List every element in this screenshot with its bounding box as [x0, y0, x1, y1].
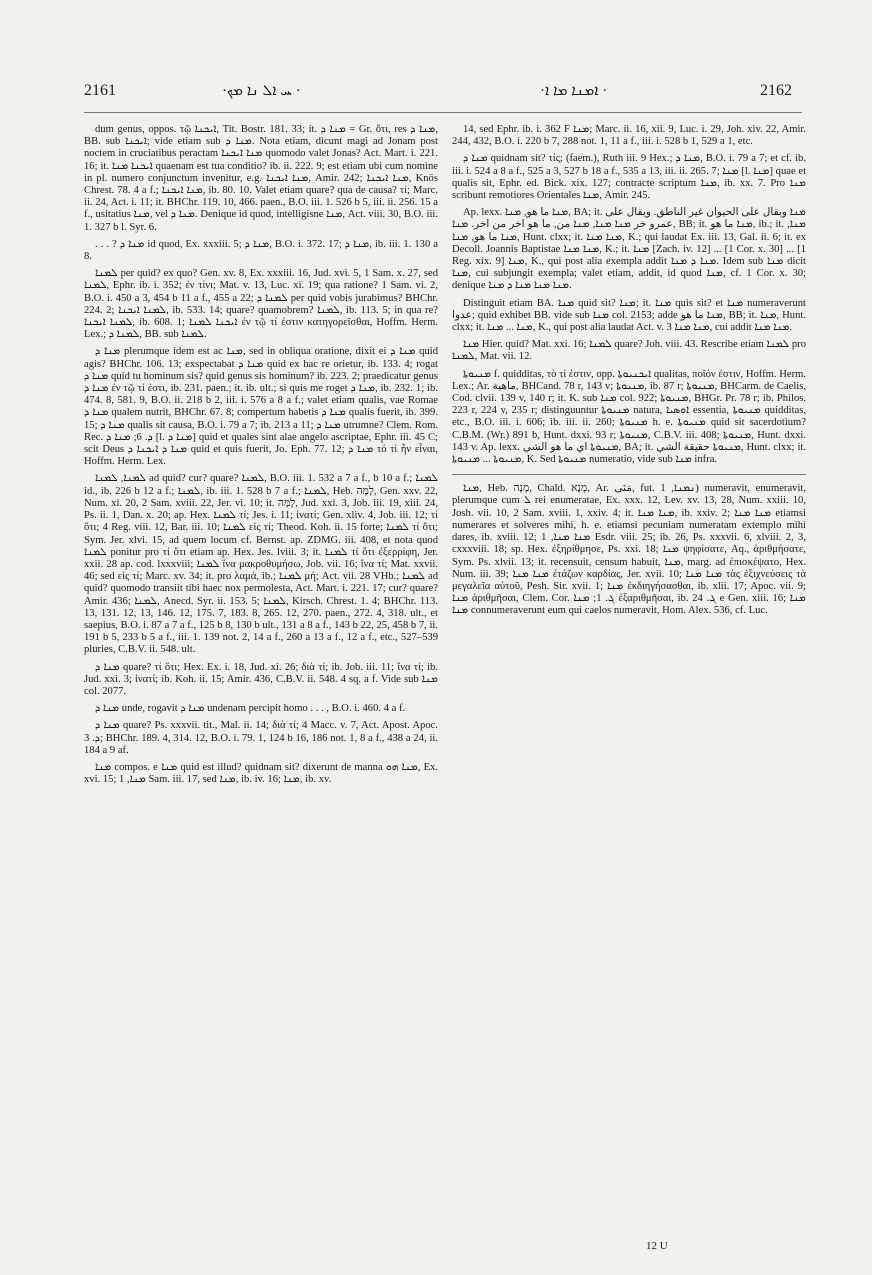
entry-paragraph: ܠܡܢܐ per quid? ex quo? Gen. xv. 8, Ex. xxxiii. 16, Jud. xvi. 5, 1 Sam. x. 27, sed ܠܡܢܐ, Ephr. ib. i. 352; ἐν τίνι; Mat. v. 13, Luc. xi. 19; qua ratione? 1 Sam. vi. 2, B.O. i. 450 a 3, 454 b 11 a f., 455 a 22; ܠܡܢܐ ܕ per quid vobis jurabimus? BHChr. 224. 2; ܠܡܢܐ ܐܝܟܢܐ, ib. 533. 14; quare? quamobrem? ܠܡܢܐ, ib. 113. 5; in qua re? ܠܡܢܐ ܐܝܟܢܐ, ib. 608. 1; ܐܝܟܢܐ ܠܡܢܐ ἐν τῷ τί ἐστιν κατηγορεῖσθαι, Hoffm. Herm. Lex.; ܠܡܢܐ ܕ, BB. sub ܠܡܢܐ.: [84, 268, 438, 341]
entry-paragraph: ܡܢܐ ܕ unde, rogavit ܡܢܐ ܕ undenam percipit homo . . . , B.O. i. 460. 4 a f.: [95, 703, 406, 715]
entry-paragraph: ܠܡܢܐ, ܠܡܢܐ ad quid? cur? quare? ܠܡܢܐ, B.O. iii. 1. 532 a 7 a f., b 10 a f.; ܠܡܢܐ id., ib. 226 b 12 a f.; ܠܡܢܐ, ib. iii. 1. 528 b 7 a f.; ܠܡܢܐ, Heb. לָמָּה, Gen. xxv. 22, Num. xi. 20, 2 Sam. xviii. 22, Jer. vi. 10; it. לָמָּה, Jud. xxi. 3, Job. iii. 19, xiii. 24, Ps. ii. 1, Dan. x. 20; ap. Hex. ܠܡܢܐ τί; Jes. i. 11; ἱνατί; Gen. xliv. 4, Job. iii. 12; τί ὅτι; 4 Reg. viii. 12, Bar. iii. 10; ܠܡܢܐ εἰς τί; Theod. Koh. ii. 15 forte; ܠܡܢܐ τί ὅτι; Sym. Jer. xlvi. 15, ad quem locum cf. Bernst. ap. ZDMG. iii. 408, et nota quod ܠܡܢܐ ponitur pro τί ὅτι etiam ap. Hex. Jes. lviii. 3; it. ܠܡܢܐ τί ὅτι ἐξερρίφη, Jer. xxii. 28 ap. cod. lxxxviii; ܠܡܢܐ ἵνα μακροθυμήσω, Job. vii. 16; ἵνα τί; Mat. xxvii. 46; sed εἰς τί; Marc. xv. 34; it. pro λαμά, ib.; ܠܡܢܐ μή; Act. vii. 28 VHb.; ܠܡܢܐ ad quid? quomodo transiit tibi haec nox permolesta, Act. Mart. i. 221. 17; cur? quare? Amir. 436; ܠܡܢܐ, Anecd. Syr. ii. 153. 5; ܠܡܢܐ, Kirsch. Chrest. 1. 4; BHChr. 113. 13, 131. 12, 13, 146. 12, 175. 7, 183. 8, 265. 12, 270. paen., 272. 4, 318. ult., et saepius, B.O. i. 87 a 7 a f., 125 b 8, 130 b ult., 131 a 8 a f., 143 b 22, 25, 458 b 7, ii. 191 b 5, 233 b 5 a f., iii. 1. 139 not. 2, 14 a f., 260 a 13 a f., 12 a f., etc., 527–539 pluries, C.B.V. ii. 548. ult.: [84, 473, 438, 656]
left-running-title: ·ܚ ܐܠ ܢܐ ܡܟ ·: [222, 83, 301, 99]
entry-paragraph: Distinguit etiam BA. ܡܢܐ quid sit? ܡܢܐ; it. ܡܢܐ quis sit? et ܡܢܐ numeraverunt عدوا; quid exhibet BB. vide sub ܡܢܐ col. 2153; adde ܡܢܐ ما هو, BB; it. ܡܢܐ, Hunt. clxx; it. ܡܢܐ ... ܡܢܐ, K., qui post alia laudat Act. v. 3 ܡܢܐ ܡܢܐ, cui addit ܡܢܐ ܡܢܐ.: [452, 297, 806, 334]
entry-separator-rule: [452, 474, 806, 475]
entry-paragraph: ܡܢܐ, Heb. מָנָה, Chald. מְנָא, Ar. مَنَى, fut. ܢܡܢܐ, 1) numeravit, enumeravit, plerumque cum ܠ rei enumeratae, Ex. xxx. 12, Lev. xv. 13, 28, Num. xxiii. 10, Josh. vii. 10, 2 Sam. xviii. 1, xxiv. 4; it. ܡܢܐ ܡܢܐ, ib. xxiv. 2; ܡܢܐ ܡܢܐ etiamsi numerares et solveres mihi, h. e. etiamsi pecuniam numeratam extemplo mihi dares, ib. xviii. 12; ܡܢܐ ܡܢܐ, 1 Esdr. viii. 25; ib. 26, Ps. xxxvii. 6, xlviii. 2, 3, cxxxviii. 18; sp. Hex. ἐξηρίθμησε, Ps. xxi. 18; ܡܢܐ ψηφίσατε, Aq., ἀριθμήσατε, Sym. Ps. xlvii. 13; it. recensuit, censum habuit, ܡܢܐ, marg. ad ἐπισκέψατο, Hex. Num. iii. 39; ܡܢܐ ܡܢܐ ἐτάζων καρδίας, Jer. xvii. 10; ܡܢܐ ܡܢܐ τὰς ἐξιχνεύσεις τὰ μεγαλεῖα αὐτοῦ, Pesh. Sir. xvii. 1; ܡܢܐ ἐκδιηγήσασθαι, ib. xlii. 17; Apoc. vii. 9; ܡܢܐ ἀριθμῆσαι, Clem. Cor. ܓ. 1; ܡܢܐ ἐξαριθμῆσαι, ib. ܓ. 24 e Gen. xiii. 16; ܡܢܐ ܡܢܐ connumeraverunt eum qui caelos numeravit, Hom. Alex. 536, cf. Luc.: [452, 483, 806, 617]
right-column: [452, 124, 806, 1234]
entry-paragraph: Ap. lexx. ܡܢܐ ما هو, ܡܢܐ, BA; it. ܡܢܐ وبقال على الحيوان غير الناطق. ويقال على عمرو خر ܡܢܐ ܡܢܐ, ܡܢܐ من, ما هو اخر من اخر. ܡܢܐ, BB; it. ܡܢܐ ما هو, ib.; it. ܡܢܐ, ܡܢܐ ما هو, ܡܢܐ, Hunt. clxx; it. ܡܢܐ ܡܢܐ, K.; qui laudat Ex. iii. 13, Gal. ii. 6; it. ex Decoll. Joannis Baptistae ܡܢܐ ܡܢܐ, K.; it. ܡܢܐ [Zach. iv. 12] ... [1 Cor. x. 30] ... [1 Reg. xix. 9] ܡܢܐ, K., qui post alia exempla addit ܡܢܐ ܕ ܡܢܐ. Idem sub ܡܢܐ dicit ܡܢܐ, cui subjungit exempla; valet etiam, addit, id quod ܡܢܐ, cf. 1 Cor. x. 30; denique ܡܢܐ ܡܢܐ ܡܢܐ ܕ ܡܢܐ.: [452, 207, 806, 292]
entry-paragraph: . . . ? ܡܢܐ ܕ id quod, Ex. xxxiii. 5; ܡܢܐ ܕ, B.O. i. 372. 17; ܡܢܐ ܕ, ib. iii. 1. 130 a 8.: [84, 238, 438, 263]
entry-paragraph: ܡܢܐ ܕ quidnam sit? τίς; (faem.), Ruth iii. 9 Hex.; ܡܢܐ ܕ, B.O. i. 79 a 7; et cf. ib. iii. i. 524 a 8 a f., 525 a 3, 527 b 18 a f., 535 a 13, iii. ii. 265. 7; ܡܢܐ [l. ܡܢܐ] quae et qualis sit, Ephr. ed. Bick. xix. 127; contracte scriptum ܡܢܐ, ib. xx. 7. Pro ܡܢܐ scribunt remotiores Orientales ܡܢܐ, Amir. 245.: [452, 153, 806, 202]
header-rule: [84, 112, 802, 113]
entry-paragraph: ܡܢܐ ܕ quare? Ps. xxxvii. tit., Mal. ii. 14; διὰ τί; 4 Macc. v. 7, Act. Apost. Apoc. ܕ. 3; BHChr. 189. 4, 314. 12, B.O. i. 79. 1, 124 b 16, 186 not. 1, 8 a f., 438 a 24, ii. 184 a 9 af.: [84, 720, 438, 756]
signature-mark: 12 U: [646, 1240, 668, 1252]
entry-paragraph: ܡܢܐ Hier. quid? Mat. xxi. 16; ܠܡܢܐ quare? Joh. viii. 43. Rescribe etiam ܠܡܢܐ pro ܠܡܢܐ, Mat. vii. 12.: [452, 339, 806, 363]
entry-paragraph: ܡܢܝܘܬܐ f. quidditas, τὸ τί ἐστιν, opp. ܐܝܟܢܝܘܬܐ qualitas, ποῖόν ἐστιν, Hoffm. Herm. Lex.; Ar. ماهية, BHCand. 78 r, 143 v; ܡܢܝܘܬܐ, ib. 87 r; ܡܢܝܘܬܐ, BHCarm. de Caelis, Cod. clvii. 139 v, 140 r; it. K. sub ܡܢܐ col. 922; ܡܢܝܘܬܐ, BHGr. Pr. 78 r; ib. Philos. 223 r, 224 v, 235 r; distinguuntur ܡܢܝܘܬܐ natura, ܐܘܣܝܐ essentia, ܡܢܝܘܬܐ quidditas, etc., B.O. iii. i. 606; ib. iii. ii. 260; ܡܢܝܘܬܐ h. e. ܡܢܝܘܬܐ quid sit sacerdotium? C.B.M. (Wr.) 891 b, Hunt. dxxi. 93 r; ܡܢܝܘܬܐ, C.B.V. iii. 408; ܡܢܝܘܬܐ, Hunt. dxxi. 143 v. Ap. lexx. ܡܢܝܘܬܐ اي ما هو الشي, BA; it. ܡܢܝܘܬܐ حقيقة الشي, Hunt. clxx; it. ܡܢܝܘܬܐ ... ܡܢܝܘܬܐ, K. Sed ܡܢܝܘܬܐ numeratio, vide sub ܡܢܐ infra.: [452, 368, 806, 466]
entry-paragraph: ܡܢܐ compos. e ܡܢܐ quid est illud? quidnam sit? dixerunt de manna ܡܢܐ ܗܘ, Ex. xvi. 15; ܡܢܐ, 1 Sam. iii. 17, sed ܡܢܐ, ib. iv. 16; ܡܢܐ, ib. xv.: [84, 761, 438, 786]
left-column: [84, 124, 438, 1214]
entry-paragraph: ܡܢܐ ܕ plerumque idem est ac ܡܢܐ, sed in obliqua oratione, dixit ei ܡܢܐ ܕ quid agis? BHChr. 106. 13; exspectabat ܡܢܐ ܕ quid ex hac re orietur, ib. 133. 4; rogat ܡܢܐ ܕ quid tu hominum sis? quid genus sis hominum? ib. 223. 2; praedicatur genus ܡܢܐ ܕ ἐν τῷ τί ἐστι, ib. 231. paen.; it. ib. ult.; si quis me roget ܡܢܐ ܕ, ib. 232. 1; ib. 474. 8, 581. 9, B.O. ii. 218 b 2, iii. i. 576 a 8 a f.; valet etiam qualis, vae Romae ܡܢܐ ܕ qualem nutrit, BHChr. 67. 8; compertum habetis ܡܢܐ ܕ qualis fuerit, ib. 399. 15; ܡܢܐ ܕ qualis sit causa, B.O. i. 79 a 7; ib. 213 a 11; ܡܢܐ ܕ utrumne? Clem. Rom. Rec. ܕ. 6; ܡܢܐ ܕ [l. ܡܢܐ ܕ] quid et quales sint alae angelo ascriptae, Ephr. iii. 45 C; scit Deus ܡܢܐ ܕ ܐܝܟܢܐ ܕ quid et quis fuerit, Jo. Eph. 77. 12; ܡܢܐ ܕ τό τί ἦν εἶναι, Hoffm. Herm. Lex.: [84, 346, 438, 468]
entry-paragraph: dum genus, oppos. τῷ ܐܝܟܢܐ, Tit. Bostr. 181. 33; it. ܡܢܐ ܕ = Gr. ὅτι, res ܡܢܐ ܕ, BB. sub ܐܝܟܢܐ; vide etiam sub ܡܢܐ ܕ. Nota etiam, dicunt magi ad Jonam post noctem in cruciatibus peractam ܡܢܐ ܐܝܟܢܐ quomodo valet Jonas? Act. Mart. i. 221. 16; it. ܐܝܟܢܐ ܡܢܐ quaenam est tua conditio? ib. ii. 222. 9; est etiam ubi cum nomine in pl. numero conjunctum invenitur, e.g. ܡܢܐ ܐܝܟܢܐ, Amir. 242; ܡܢܐ ܐܝܟܢܐ, Knös Chrest. 78. 4 a f.; ܡܢܐ ܐܝܟܢܐ, ib. 80. 10. Valet etiam quare? qua de causa? τί; Marc. ii. 24, Act. i. 11; it. BHChr. 119. 10, 466. paen., B.O. iii. 1. 526 b 5, iii. ii. 256. 15 a f., usitatius ܡܢܐ, vel ܡܢܐ ܕ. Denique id quod, intelligisne ܡܢܐ, Act. viii. 30, B.O. iii. 1. 327 b l. Syr. 6.: [84, 124, 438, 233]
right-running-title: ·ܐܡܢܐ ܡܐ ܐ ·: [540, 83, 608, 99]
entry-paragraph: ܡܢܐ ܕ quare? τί ὅτι; Hex. Ex. i. 18, Jud. xi. 26; διὰ τί; ib. Job. iii. 11; ἵνα τί; ib. Jud. xxi. 3; ἱνατί; ib. Koh. ii. 15; Amir. 436, C.B.V. ii. 548. 4 sq. a f. Vide sub ܡܢܐ col. 2077.: [84, 661, 438, 697]
entry-paragraph: 14, sed Ephr. ib. i. 362 F ܡܢܐ; Marc. ii. 16, xii. 9, Luc. i. 29, Joh. xiv. 22, Amir. 244, 432, B.O. i. 220 b 7, 288 not. 1, 11 a f., iii. i. 528 b 1, 529 a 1, etc.: [452, 124, 806, 148]
right-page-number: 2162: [760, 82, 792, 99]
left-page-number: 2161: [84, 82, 116, 99]
